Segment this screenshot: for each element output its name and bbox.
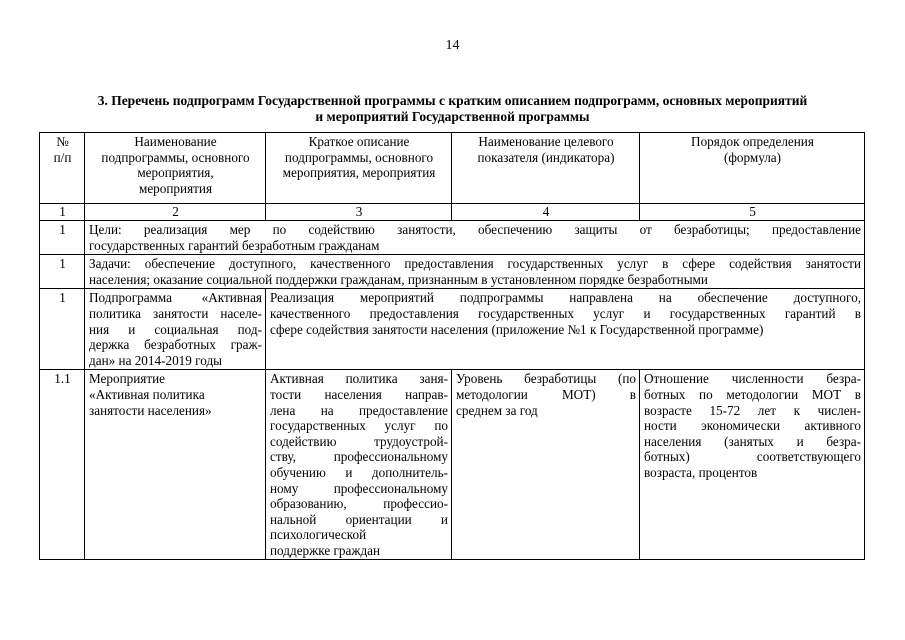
activity-indicator: Уровень безработицы (по методологии МОТ) в среднем за год bbox=[452, 370, 640, 560]
goals-row-number: 1 bbox=[40, 221, 85, 255]
header-cell-formula: Порядок определения (формула) bbox=[640, 133, 865, 204]
column-number-cell: 1 bbox=[40, 204, 85, 221]
column-number-cell: 5 bbox=[640, 204, 865, 221]
subprogram-row bbox=[40, 289, 865, 370]
header-cell-indicator: Наименование целевого показателя (индикатора) bbox=[452, 133, 640, 204]
header-cell-description: Краткое описание подпрограммы, основного мероприятия, мероприятия bbox=[266, 133, 452, 204]
subprogram-row-number: 1 bbox=[40, 289, 85, 370]
table-header-row bbox=[40, 133, 865, 204]
tasks-row bbox=[40, 255, 865, 289]
subprograms-table bbox=[39, 132, 865, 560]
section-title-line: и мероприятий Государственной программы bbox=[315, 109, 590, 124]
column-number-cell: 3 bbox=[266, 204, 452, 221]
activity-row bbox=[40, 370, 865, 560]
activity-name: Мероприятие «Активная политика занятости населения» bbox=[85, 370, 266, 560]
column-number-cell: 4 bbox=[452, 204, 640, 221]
column-numbers-row bbox=[40, 204, 865, 221]
subprogram-description: Реализация мероприятий подпрограммы направлена на обеспечение доступного, качественного предоставления государственных услуг и государственных гарантий в сфере содействия занятости населения (приложение №1 к Государственной программе) bbox=[266, 289, 865, 370]
activity-description: Активная политика заня- тости населения направ- лена на предоставление государственных услуг по содействию трудоустрой- ству, профессиональному обучению и дополнитель- ному профессиональному образованию, профессио- нальной ориентации и психологической поддержке граждан bbox=[266, 370, 452, 560]
page-number: 14 bbox=[445, 38, 460, 53]
section-title bbox=[40, 93, 865, 125]
goals-text: Цели: реализация мер по содействию занятости, обеспечению защиты от безработицы; предоставление государственных гарантий безработным гражданам bbox=[85, 221, 865, 255]
header-cell-number: № п/п bbox=[40, 133, 85, 204]
column-number-cell: 2 bbox=[85, 204, 266, 221]
tasks-row-number: 1 bbox=[40, 255, 85, 289]
activity-row-number: 1.1 bbox=[40, 370, 85, 560]
tasks-text: Задачи: обеспечение доступного, качественного предоставления государственных услуг в сфере содействия занятости населения; оказание социальной поддержки гражданам, признанным в установленном порядке безработными bbox=[85, 255, 865, 289]
header-cell-name: Наименование подпрограммы, основного мероприятия, мероприятия bbox=[85, 133, 266, 204]
activity-formula: Отношение численности безра- ботных по методологии МОТ в возрасте 15-72 лет к числен- ности экономически активного населения (занятых и безра- ботных) соответствующего возраста, процентов bbox=[640, 370, 865, 560]
subprogram-name: Подпрограмма «Активная политика занятости населе- ния и социальная под- держка безработных граж- дан» на 2014-2019 годы bbox=[85, 289, 266, 370]
section-title-line: 3. Перечень подпрограмм Государственной программы с кратким описанием подпрограмм, основных мероприятий bbox=[97, 93, 808, 108]
goals-row bbox=[40, 221, 865, 255]
